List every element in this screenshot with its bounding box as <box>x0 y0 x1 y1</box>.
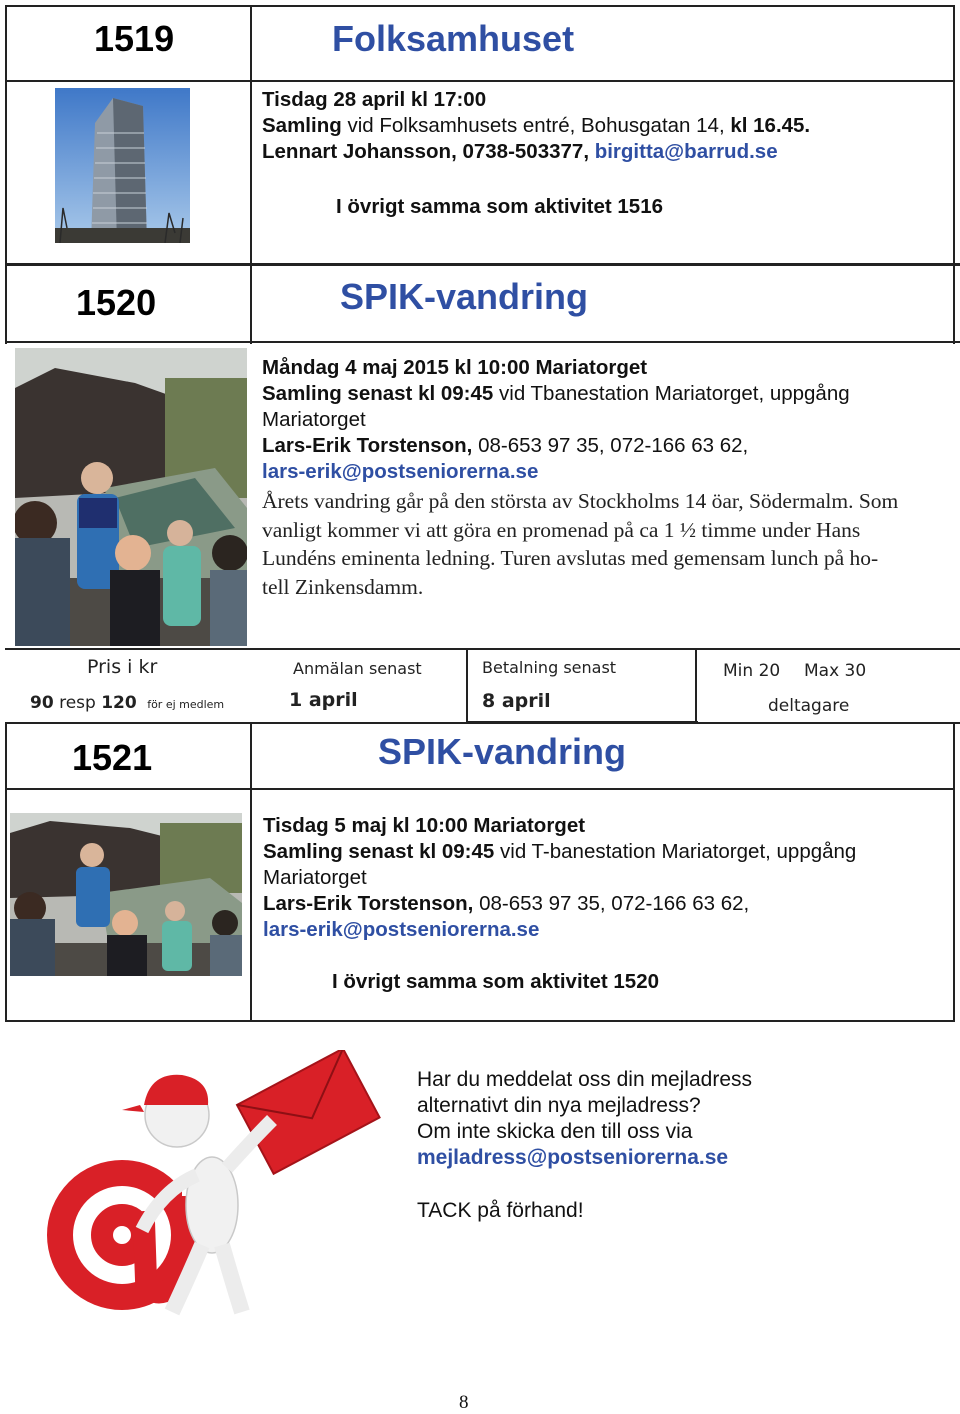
activity-contact-email <box>263 917 539 944</box>
activity-note: I övrigt samma som aktivitet 1520 <box>332 970 660 993</box>
contact-email-link[interactable]: lars-erik@postseniorerna.se <box>263 918 540 941</box>
price-label: Pris i kr <box>87 656 158 678</box>
contact-email-link[interactable]: lars-erik@postseniorerna.se <box>262 460 539 483</box>
activity-note: I övrigt samma som aktivitet 1516 <box>336 195 664 218</box>
activity-title: SPIK-vandring <box>340 276 589 317</box>
notice-line: Har du meddelat oss din mejladress <box>417 1068 752 1091</box>
hiking-group-photo <box>15 348 247 646</box>
activity-title: SPIK-vandring <box>378 731 627 772</box>
participants-max: Max 30 <box>804 661 867 681</box>
notice-thanks: TACK på förhand! <box>417 1199 584 1222</box>
activity-description: Årets vandring går på den största av Stockholms 14 öar, Södermalm. Som vanligt kommer vi att göra en promenad på ca 1 ½ timme under Hans Lundéns eminenta ledning. Turen avslutas med gemensam lunch på ho- tell Zinkensdamm. <box>262 489 899 599</box>
activity-meeting-cont: Mariatorget <box>263 866 367 889</box>
notice-line: Om inte skicka den till oss via <box>417 1120 693 1143</box>
payment-label: Betalning senast <box>482 658 617 677</box>
signup-label: Anmälan senast <box>293 659 422 678</box>
price-value: 90 resp 120 för ej medlem <box>30 693 225 713</box>
activity-meeting: Samling vid Folksamhusets entré, Bohusgatan 14, kl 16.45. <box>262 114 811 137</box>
tower-building-photo <box>55 88 190 243</box>
activity-date: Tisdag 28 april kl 17:00 <box>262 88 487 111</box>
activity-contact: Lennart Johansson, 0738-503377, birgitta@barrud.se <box>262 140 778 163</box>
signup-date: 1 april <box>289 689 358 711</box>
activity-contact-email <box>262 459 538 486</box>
activity-number: 1521 <box>72 737 153 778</box>
hiking-group-photo <box>10 813 242 976</box>
page-number: 8 <box>459 1392 469 1413</box>
mail-mascot-icon <box>22 1050 382 1320</box>
payment-date: 8 april <box>482 690 551 712</box>
activity-title: Folksamhuset <box>332 18 575 59</box>
activity-meeting: Samling senast kl 09:45 vid T-banestation Mariatorget, uppgång <box>263 840 857 863</box>
notice-email-link[interactable]: mejladress@postseniorerna.se <box>417 1146 729 1169</box>
activity-date: Tisdag 5 maj kl 10:00 Mariatorget <box>263 814 586 837</box>
activity-number: 1519 <box>94 18 175 59</box>
activity-meeting: Samling senast kl 09:45 vid Tbanestation Mariatorget, uppgång <box>262 382 850 405</box>
activity-contact: Lars-Erik Torstenson, 08-653 97 35, 072-166 63 62, <box>263 892 750 915</box>
notice-line: alternativt din nya mejladress? <box>417 1094 701 1117</box>
activity-contact: Lars-Erik Torstenson, 08-653 97 35, 072-166 63 62, <box>262 434 749 457</box>
activity-number: 1520 <box>76 282 157 323</box>
activity-date: Måndag 4 maj 2015 kl 10:00 Mariatorget <box>262 356 648 379</box>
participants-label: deltagare <box>768 696 850 716</box>
activity-meeting-cont: Mariatorget <box>262 408 366 431</box>
participants-min: Min 20 <box>723 661 781 681</box>
contact-email-link[interactable]: birgitta@barrud.se <box>594 140 778 163</box>
